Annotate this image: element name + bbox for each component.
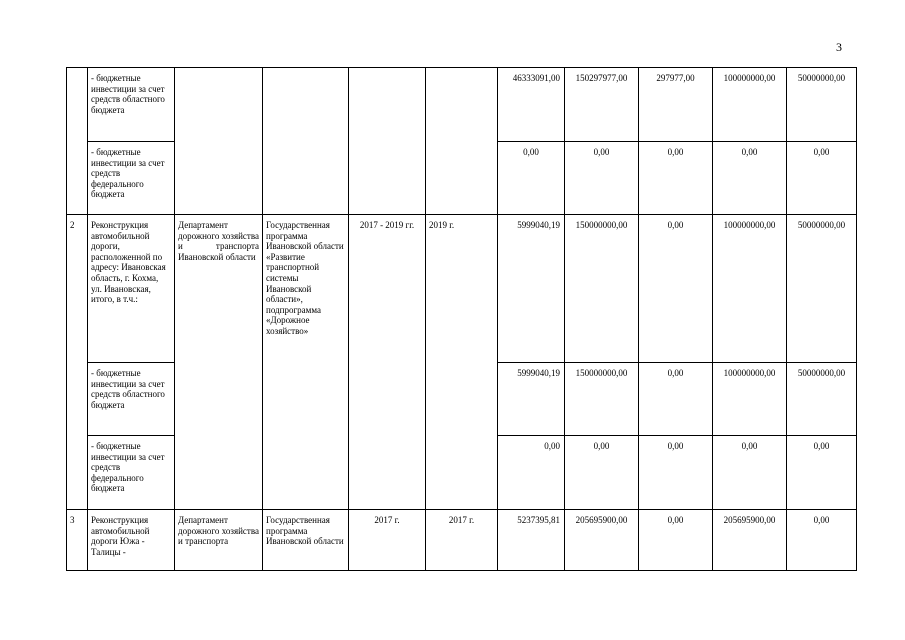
amount-cell: 0,00 [787, 436, 857, 510]
object-name-cell: - бюджетные инвестиции за счет средств областного бюджета [88, 363, 175, 436]
amount-cell: 50000000,00 [787, 215, 857, 363]
amount-cell: 50000000,00 [787, 363, 857, 436]
object-name-cell: - бюджетные инвестиции за счет средств федерального бюджета [88, 142, 175, 215]
department-cell [175, 68, 263, 215]
table-row [67, 68, 857, 142]
amount-cell: 0,00 [713, 142, 787, 215]
amount-cell: 0,00 [498, 142, 565, 215]
page-number: 3 [836, 40, 842, 54]
period-cell [349, 68, 426, 215]
amount-cell: 0,00 [639, 142, 713, 215]
row-number-cell [67, 68, 88, 215]
amount-cell: 0,00 [498, 436, 565, 510]
object-name-cell: - бюджетные инвестиции за счет средств областного бюджета [88, 68, 175, 142]
object-name-cell: - бюджетные инвестиции за счет средств федерального бюджета [88, 436, 175, 510]
amount-cell: 150000000,00 [565, 363, 639, 436]
amount-cell: 0,00 [787, 142, 857, 215]
amount-cell: 205695900,00 [565, 510, 639, 571]
year-cell: 2019 г. [426, 215, 498, 510]
amount-cell: 100000000,00 [713, 68, 787, 142]
period-cell: 2017 г. [349, 510, 426, 571]
amount-cell: 100000000,00 [713, 215, 787, 363]
amount-cell: 100000000,00 [713, 363, 787, 436]
program-cell: Государственная программа Ивановской области «Развитие транспортной системы Ивановской области», подпрограмма «Дорожное хозяйство» [263, 215, 349, 510]
table-row [67, 510, 857, 571]
amount-cell: 297977,00 [639, 68, 713, 142]
table-row [67, 215, 857, 363]
amount-cell: 0,00 [639, 215, 713, 363]
department-cell: Департамент дорожного хозяйства и транспорта [175, 510, 263, 571]
year-cell [426, 68, 498, 215]
period-cell: 2017 - 2019 гг. [349, 215, 426, 510]
amount-cell: 0,00 [565, 142, 639, 215]
amount-cell: 5237395,81 [498, 510, 565, 571]
amount-cell: 0,00 [639, 436, 713, 510]
amount-cell: 150297977,00 [565, 68, 639, 142]
amount-cell: 0,00 [787, 510, 857, 571]
investment-table [66, 67, 857, 571]
amount-cell: 150000000,00 [565, 215, 639, 363]
amount-cell: 46333091,00 [498, 68, 565, 142]
object-name-cell: Реконструкция автомобильной дороги Южа - Талицы - [88, 510, 175, 571]
object-name-cell: Реконструкция автомобильной дороги, расположенной по адресу: Ивановская область, г. Кохма, ул. Ивановская, итого, в т.ч.: [88, 215, 175, 363]
amount-cell: 0,00 [713, 436, 787, 510]
amount-cell: 50000000,00 [787, 68, 857, 142]
amount-cell: 5999040,19 [498, 363, 565, 436]
year-cell: 2017 г. [426, 510, 498, 571]
program-cell: Государственная программа Ивановской области [263, 510, 349, 571]
row-number-cell: 3 [67, 510, 88, 571]
amount-cell: 0,00 [565, 436, 639, 510]
amount-cell: 0,00 [639, 510, 713, 571]
program-cell [263, 68, 349, 215]
department-cell: Департамент дорожного хозяйства и транспорта Ивановской области [175, 215, 263, 510]
amount-cell: 0,00 [639, 363, 713, 436]
amount-cell: 5999040,19 [498, 215, 565, 363]
row-number-cell: 2 [67, 215, 88, 510]
amount-cell: 205695900,00 [713, 510, 787, 571]
